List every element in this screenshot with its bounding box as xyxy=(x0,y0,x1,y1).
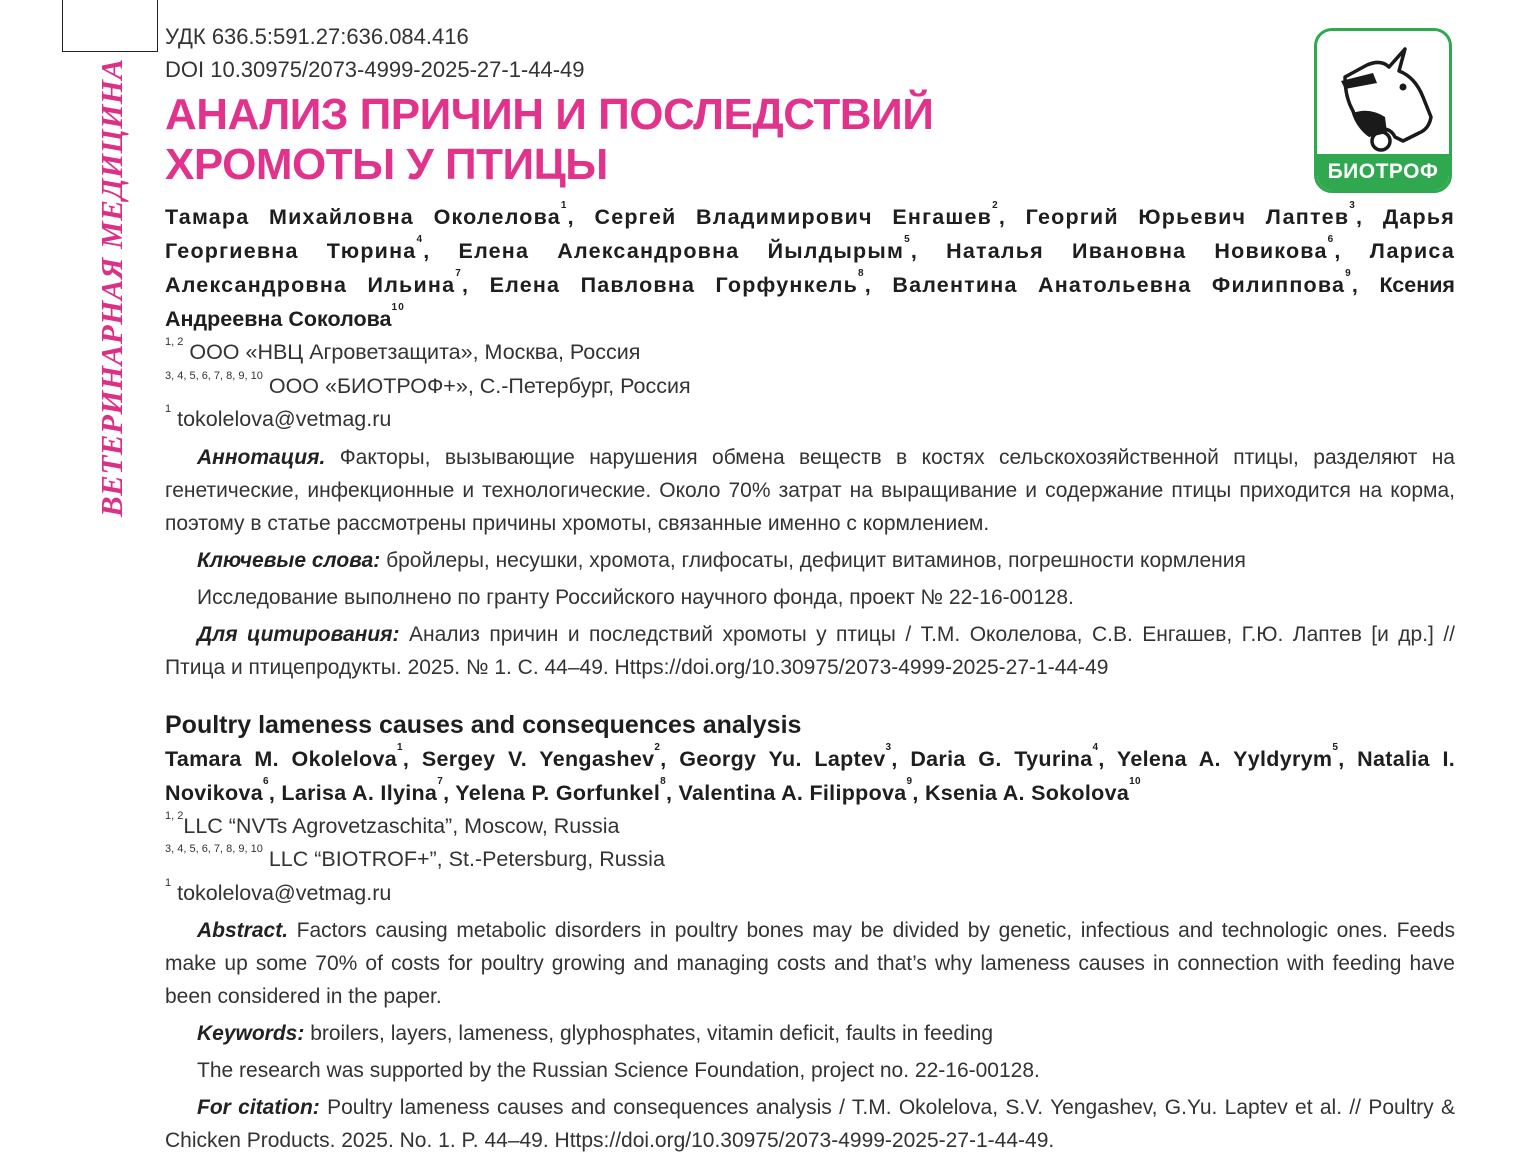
author-name: Yelena A. Yyldyrym xyxy=(1116,746,1333,771)
author-index: 5 xyxy=(1332,741,1339,753)
author-index: 8 xyxy=(660,775,666,787)
grant-ru: Исследование выполнено по гранту Российского научного фонда, проект № 22-16-00128. xyxy=(197,585,1074,609)
author-name: Sergey V. Yengashev xyxy=(421,746,655,771)
udk-code: УДК 636.5:591.27:636.084.416 xyxy=(165,24,469,49)
author-name: Ksenia A. Sokolova xyxy=(924,780,1130,805)
author-index: 9 xyxy=(1345,268,1352,279)
author-name: Лариса Александровна Ильина xyxy=(165,239,1455,297)
authors-en: Tamara M. Okolelova$^1$, Sergey V. Yengashev$^2$, Georgy Yu. Laptev$^3$, Daria G. Tyurina$^4$, Yelena A. Yyldyrym$^5$, Natalia I. Novikova$^6$, Larisa A. Ilyina$^7$, Yelena P. Gorfunkel$^8$, Valentina A. Filippova$^9$, Ksenia A. Sokolova$^{10}$ xyxy=(165,741,1456,805)
author-name: Дарья Георгиевна Тюрина xyxy=(165,205,1455,263)
authors-ru: Тамара Михайловна Околелова$^1$, Сергей Владимирович Енгашев$^2$, Георгий Юрьевич Лаптев$^3$, Дарья Георгиевна Тюрина$^4$, Елена Александровна Йылдырым$^5$, Наталья Ивановна Новикова$^6$, Лариса Александровна Ильина$^7$, Елена Павловна Горфункель$^8$, Валентина Анатольевна Филиппова$^9$, Ксения Андреевна Соколова$^{10}$ xyxy=(165,200,1455,331)
author-name: Daria G. Tyurina xyxy=(910,746,1093,771)
citation-ru: Для цитирования: Анализ причин и последствий хромоты у птицы / Т.М. Околелова, С.В. Енгашев, Г.Ю. Лаптев [и др.] // Птица и птицепродукты. 2025. № 1. С. 44–49. Https://doi.org/10.30975/2073-4999-2025-27-1-44-49 xyxy=(165,622,1455,679)
author-name: Наталья Ивановна Новикова xyxy=(946,239,1328,263)
title-ru-line1: АНАЛИЗ ПРИЧИН И ПОСЛЕДСТВИЙ xyxy=(165,90,934,139)
email-ru: $^1$ tokolelova@vetmag.ru xyxy=(165,403,392,431)
author-name: Ксения Андреевна Соколова xyxy=(165,273,1455,331)
author-index: 4 xyxy=(416,234,424,245)
author-name: Елена Павловна Горфункель xyxy=(489,273,859,297)
author-name: Валентина Анатольевна Филиппова xyxy=(892,273,1346,297)
email-en: $^1$ tokolelova@vetmag.ru xyxy=(165,876,392,905)
abstract-en: Abstract. Factors causing metabolic disorders in poultry bones may be divided by genetic, infectious and technologic ones. Feeds make up some 70% of costs for poultry growing and managing costs and that’s why lameness causes in connection with feeding have been considered in the paper. xyxy=(165,919,1455,1008)
author-index: 10 xyxy=(1129,775,1141,787)
citation-en: For citation: Poultry lameness causes and consequences analysis / T.M. Okolelova, S.V. Yengashev, G.Yu. Laptev et al. // Poultry & Chicken Products. 2025. No. 1. P. 44–49. Https://doi.org/10.30975/2073-4999-2025-27-1-44-49. xyxy=(165,1096,1455,1152)
author-index: 3 xyxy=(1349,200,1357,211)
author-name: Елена Александровна Йылдырым xyxy=(458,239,905,263)
author-index: 10 xyxy=(391,302,406,313)
author-name: Yelena P. Gorfunkel xyxy=(455,780,661,805)
author-name: Tamara M. Okolelova xyxy=(165,746,398,771)
affiliation-ru-1: $^{1, 2}$ ООО «НВЦ Агроветзащита», Москва, Россия xyxy=(165,336,641,364)
author-index: 7 xyxy=(455,268,463,279)
author-name: Natalia I. Novikova xyxy=(165,746,1456,805)
keywords-en: Keywords: broilers, layers, lameness, glyphosphates, vitamin deficit, faults in feeding xyxy=(197,1022,994,1045)
author-index: 1 xyxy=(397,741,403,753)
author-index: 4 xyxy=(1092,741,1099,753)
grant-en: The research was supported by the Russian Science Foundation, project no. 22-16-00128. xyxy=(197,1059,1040,1082)
title-en: Poultry lameness causes and consequences analysis xyxy=(165,710,802,739)
author-name: Larisa A. Ilyina xyxy=(281,780,438,805)
author-index: 7 xyxy=(437,775,444,787)
author-index: 9 xyxy=(906,775,913,787)
doi: DOI 10.30975/2073-4999-2025-27-1-44-49 xyxy=(165,57,585,82)
title-ru-line2: ХРОМОТЫ У ПТИЦЫ xyxy=(165,140,608,189)
author-name: Сергей Владимирович Енгашев xyxy=(594,205,993,229)
author-name: Тамара Михайловна Околелова xyxy=(165,205,561,229)
corner-frame xyxy=(62,0,158,52)
author-name: Георгий Юрьевич Лаптев xyxy=(1025,205,1350,229)
title-ru xyxy=(165,90,1165,190)
affiliation-ru-2: $^{3, 4, 5, 6, 7, 8, 9, 10}$ ООО «БИОТРОФ+», С.-Петербург, Россия xyxy=(165,369,691,398)
keywords-ru: Ключевые слова: бройлеры, несушки, хромота, глифосаты, дефицит витаминов, погрешности кормления xyxy=(197,548,1246,572)
author-index: 6 xyxy=(263,775,269,787)
author-index: 1 xyxy=(560,200,568,211)
author-index: 6 xyxy=(1327,234,1335,245)
author-index: 3 xyxy=(885,741,892,753)
author-index: 5 xyxy=(904,234,911,245)
logo-label: БИОТРОФ xyxy=(1317,154,1449,190)
author-index: 8 xyxy=(858,268,865,279)
author-name: Valentina A. Filippova xyxy=(678,780,907,805)
affiliation-en-1: $^{1, 2}$LLC “NVTs Agrovetzaschita”, Moscow, Russia xyxy=(165,809,620,838)
author-index: 2 xyxy=(654,741,661,753)
author-index: 2 xyxy=(992,200,999,211)
section-rubric: ВЕТЕРИНАРНАЯ МЕДИЦИНА xyxy=(94,58,129,517)
article-header xyxy=(165,20,1455,1157)
abstract-ru: Аннотация. Факторы, вызывающие нарушения обмена веществ в костях сельскохозяйственной птицы, разделяют на генетические, инфекционные и технологические. Около 70% затрат на выращивание и содержание птицы приходится на корма, поэтому в статье рассмотрены причины хромоты, связанные именно с кормлением. xyxy=(165,445,1455,535)
author-name: Georgy Yu. Laptev xyxy=(679,746,886,771)
affiliation-en-2: $^{3, 4, 5, 6, 7, 8, 9, 10}$ LLC “BIOTROF+”, St.-Petersburg, Russia xyxy=(165,843,665,871)
